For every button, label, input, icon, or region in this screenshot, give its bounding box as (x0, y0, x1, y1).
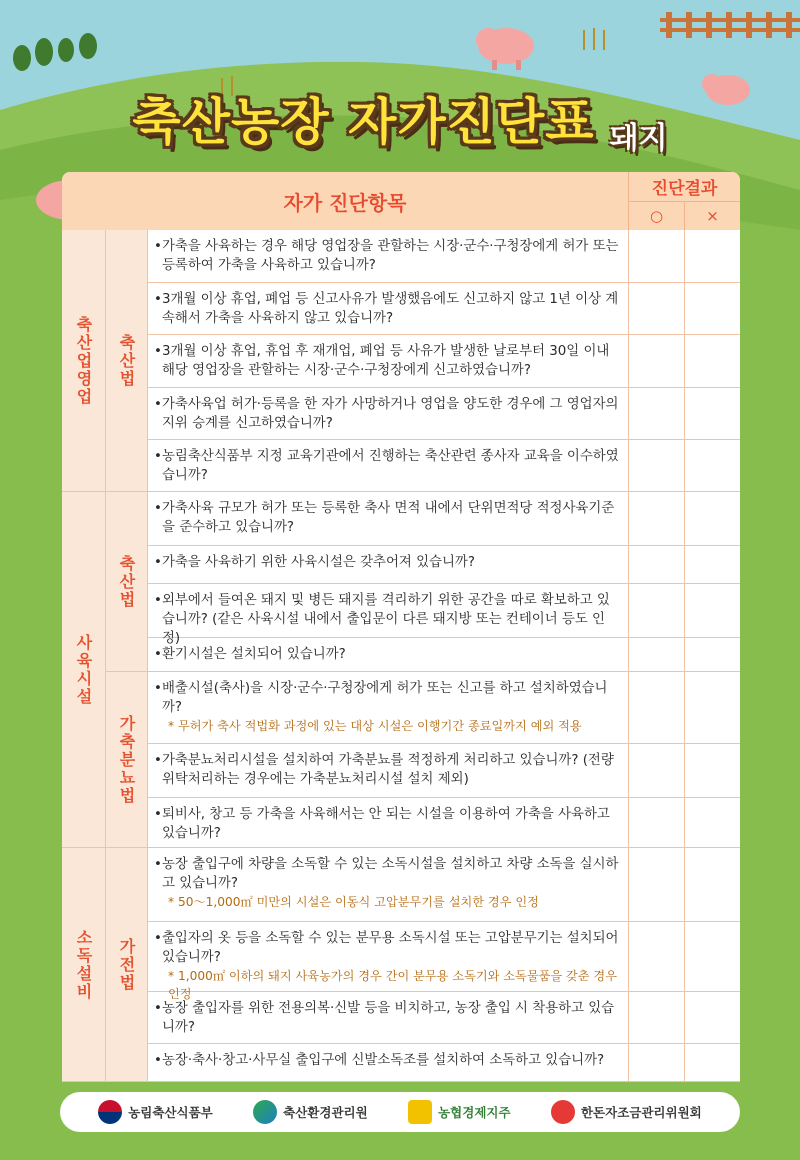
list-item: • 가축사육 규모가 허가 또는 등록한 축사 면적 내에서 단위면적당 적정사육기준을 준수하고 있습니까? (148, 492, 628, 546)
check-x[interactable] (684, 440, 740, 492)
list-item: • 농장 출입구에 차량을 소독할 수 있는 소독시설을 설치하고 차량 소독을 실시하고 있습니까? * 50～1,000㎡ 미만의 시설은 이동식 고압분무기를 설치한 경우 인정 (148, 848, 628, 922)
check-o[interactable] (628, 546, 684, 584)
check-o[interactable] (628, 335, 684, 388)
law-livestock-act: 축산법 (106, 492, 148, 672)
check-o[interactable] (628, 440, 684, 492)
logo-nonghyup: 농협경제지주 (408, 1100, 510, 1124)
handon-icon (551, 1100, 575, 1124)
logo-handon: 한돈자조금관리위원회 (551, 1100, 702, 1124)
leaf-icon (253, 1100, 277, 1124)
category-disinfection: 소독설비 (62, 848, 106, 1082)
check-x[interactable] (684, 230, 740, 283)
check-o[interactable] (628, 584, 684, 638)
checklist-table (62, 172, 740, 1082)
check-o[interactable] (628, 230, 684, 283)
list-item: • 출입자의 옷 등을 소독할 수 있는 분무용 소독시설 또는 고압분무기는 설치되어 있습니까? * 1,000㎡ 이하의 돼지 사육농가의 경우 간이 분무용 소독기와 소독물품을 갖춘 경우 인정 (148, 922, 628, 992)
header-x: × (684, 202, 740, 230)
check-x[interactable] (684, 1044, 740, 1082)
check-x[interactable] (684, 492, 740, 546)
check-o[interactable] (628, 672, 684, 744)
nonghyup-icon (408, 1100, 432, 1124)
law-manure-act: 가축분뇨법 (106, 672, 148, 848)
header-o: ○ (628, 202, 684, 230)
check-o[interactable] (628, 1044, 684, 1082)
check-x[interactable] (684, 335, 740, 388)
check-x[interactable] (684, 546, 740, 584)
logo-ministry: 농림축산식품부 (98, 1100, 213, 1124)
list-item: • 퇴비사, 창고 등 가축을 사육해서는 안 되는 시설을 이용하여 가축을 사육하고 있습니까? (148, 798, 628, 848)
check-x[interactable] (684, 584, 740, 638)
table-header (62, 172, 740, 230)
list-item: • 3개월 이상 휴업, 폐업 등 신고사유가 발생했음에도 신고하지 않고 1년 이상 계속해서 가축을 사육하지 않고 있습니까? (148, 283, 628, 335)
check-x[interactable] (684, 672, 740, 744)
header-result: 진단결과 (628, 172, 740, 202)
list-item: • 3개월 이상 휴업, 휴업 후 재개업, 폐업 등 사유가 발생한 날로부터 30일 이내 해당 영업장을 관할하는 시장·군수·구청장에게 신고하였습니까? (148, 335, 628, 388)
check-o[interactable] (628, 922, 684, 992)
check-o[interactable] (628, 848, 684, 922)
law-disease-act: 가전법 (106, 848, 148, 1082)
list-item: • 가축을 사육하는 경우 해당 영업장을 관할하는 시장·군수·구청장에게 허가 또는 등록하여 가축을 사육하고 있습니까? (148, 230, 628, 283)
check-x[interactable] (684, 744, 740, 798)
logo-environment: 축산환경관리원 (253, 1100, 368, 1124)
check-o[interactable] (628, 744, 684, 798)
check-o[interactable] (628, 283, 684, 335)
list-item: • 가축을 사육하기 위한 사육시설은 갖추어져 있습니까? (148, 546, 628, 584)
title-area (0, 82, 800, 162)
taegeuk-icon (98, 1100, 122, 1124)
check-x[interactable] (684, 798, 740, 848)
title-badge: 돼지 (609, 120, 668, 156)
footer-logos (60, 1092, 740, 1132)
category-business: 축산업영업 (62, 230, 106, 492)
list-item: • 외부에서 들여온 돼지 및 병든 돼지를 격리하기 위한 공간을 따로 확보하고 있습니까? (같은 사육시설 내에서 출입문이 다른 돼지방 또는 컨테이너 등도 인정) (148, 584, 628, 638)
check-x[interactable] (684, 922, 740, 992)
list-item: • 배출시설(축사)을 시장·군수·구청장에게 허가 또는 신고를 하고 설치하였습니까? * 무허가 축사 적법화 과정에 있는 대상 시설은 이행기간 종료일까지 예외 적용 (148, 672, 628, 744)
law-livestock-act: 축산법 (106, 230, 148, 492)
page-title: 축산농장 자가진단표 (132, 93, 595, 151)
list-item: • 가축분뇨처리시설을 설치하여 가축분뇨를 적정하게 처리하고 있습니까? (전량 위탁처리하는 경우에는 가축분뇨처리시설 설치 제외) (148, 744, 628, 798)
header-items: 자가 진단항목 (283, 190, 407, 215)
check-o[interactable] (628, 992, 684, 1044)
check-o[interactable] (628, 492, 684, 546)
list-item: • 농장·축사·창고·사무실 출입구에 신발소독조를 설치하여 소독하고 있습니까? (148, 1044, 628, 1082)
check-x[interactable] (684, 388, 740, 440)
list-item: • 가축사육업 허가·등록을 한 자가 사망하거나 영업을 양도한 경우에 그 영업자의 지위 승계를 신고하였습니까? (148, 388, 628, 440)
list-item: • 환기시설은 설치되어 있습니까? (148, 638, 628, 672)
check-x[interactable] (684, 638, 740, 672)
category-facilities: 사육시설 (62, 492, 106, 848)
list-item: • 농장 출입자를 위한 전용의복·신발 등을 비치하고, 농장 출입 시 착용하고 있습니까? (148, 992, 628, 1044)
check-o[interactable] (628, 638, 684, 672)
check-x[interactable] (684, 283, 740, 335)
list-item: • 농림축산식품부 지정 교육기관에서 진행하는 축산관련 종사자 교육을 이수하였습니까? (148, 440, 628, 492)
check-x[interactable] (684, 992, 740, 1044)
check-x[interactable] (684, 848, 740, 922)
check-o[interactable] (628, 388, 684, 440)
check-o[interactable] (628, 798, 684, 848)
